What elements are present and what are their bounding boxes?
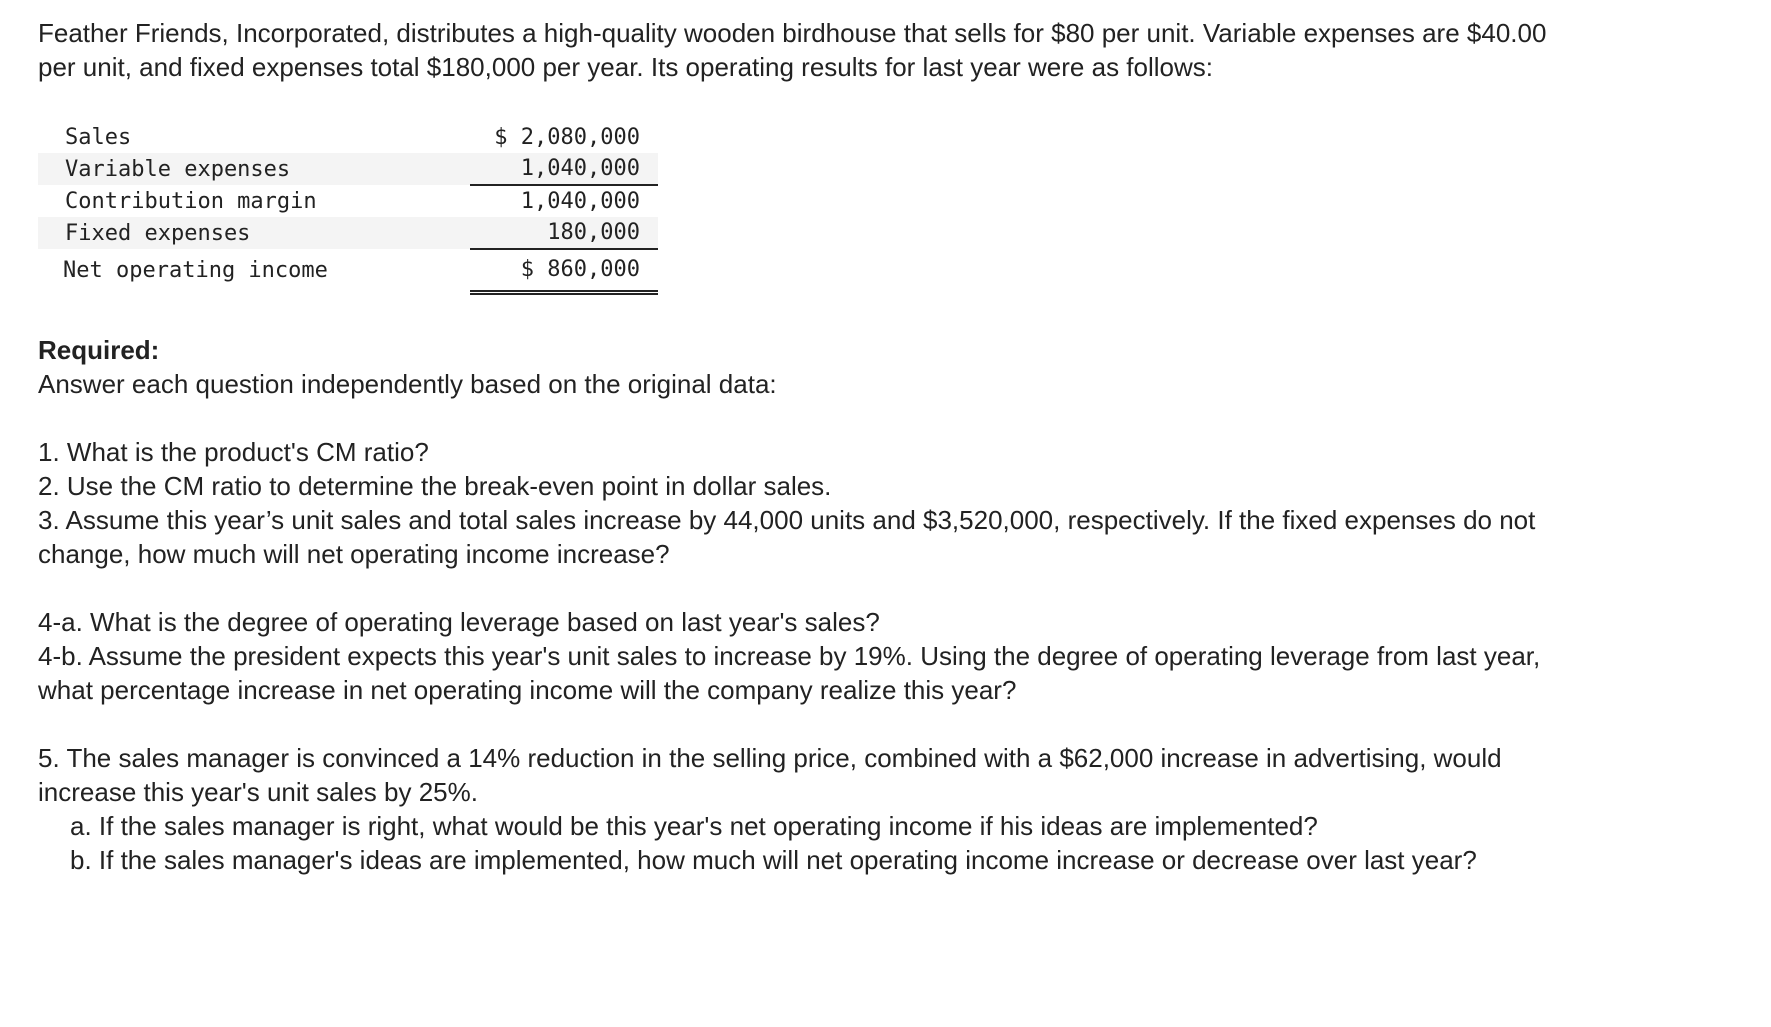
statement-row-fixed-expenses [38,217,658,249]
statement-amount: 180,000 [470,217,658,249]
statement-amount: 1,040,000 [520,189,640,214]
statement-amount: 1,040,000 [470,153,658,185]
statement-label: Sales [65,125,132,150]
statement-amount: $ 2,080,000 [494,125,640,150]
intro-paragraph: Feather Friends, Incorporated, distributes a high-quality wooden birdhouse that sells for $80 per unit. Variable expenses are $40.00 per unit, and fixed expenses total $180,000 per year. Its operating results for last year were as follows: [38,18,1547,82]
statement-row-net-operating-income [38,249,658,293]
question-4a: 4-a. What is the degree of operating leverage based on last year's sales? [38,607,880,637]
questions-group-1 [38,435,1738,571]
statement-amount: $ 860,000 [470,249,658,293]
question-5: 5. The sales manager is convinced a 14% reduction in the selling price, combined with a $62,000 increase in advertising, would increase this year's unit sales by 25%. [38,743,1502,807]
income-statement-table [38,122,658,295]
question-2: 2. Use the CM ratio to determine the break-even point in dollar sales. [38,471,832,501]
question-4b: 4-b. Assume the president expects this year's unit sales to increase by 19%. Using the degree of operating leverage from last year, what percentage increase in net operating income will the company realize this year? [38,641,1541,705]
questions-group-4 [38,605,1738,707]
statement-label: Contribution margin [65,188,317,214]
question-5b: b. If the sales manager's ideas are implemented, how much will net operating income increase or decrease over last year? [70,845,1477,875]
statement-row-contribution-margin [38,185,658,217]
statement-label: Variable expenses [38,153,470,185]
statement-label: Fixed expenses [38,217,470,249]
question-1: 1. What is the product's CM ratio? [38,437,429,467]
required-heading: Required: [38,335,160,365]
statement-row-variable-expenses [38,153,658,185]
required-instruction: Answer each question independently based on the original data: [38,369,777,399]
questions-group-5 [38,741,1738,877]
question-3: 3. Assume this year’s unit sales and total sales increase by 44,000 units and $3,520,000, respectively. If the fixed expenses do not change, how much will net operating income increase? [38,505,1536,569]
question-5a: a. If the sales manager is right, what would be this year's net operating income if his ideas are implemented? [70,811,1318,841]
problem-page [38,16,1738,877]
statement-label: Net operating income [63,257,328,283]
statement-row-sales [38,122,658,153]
